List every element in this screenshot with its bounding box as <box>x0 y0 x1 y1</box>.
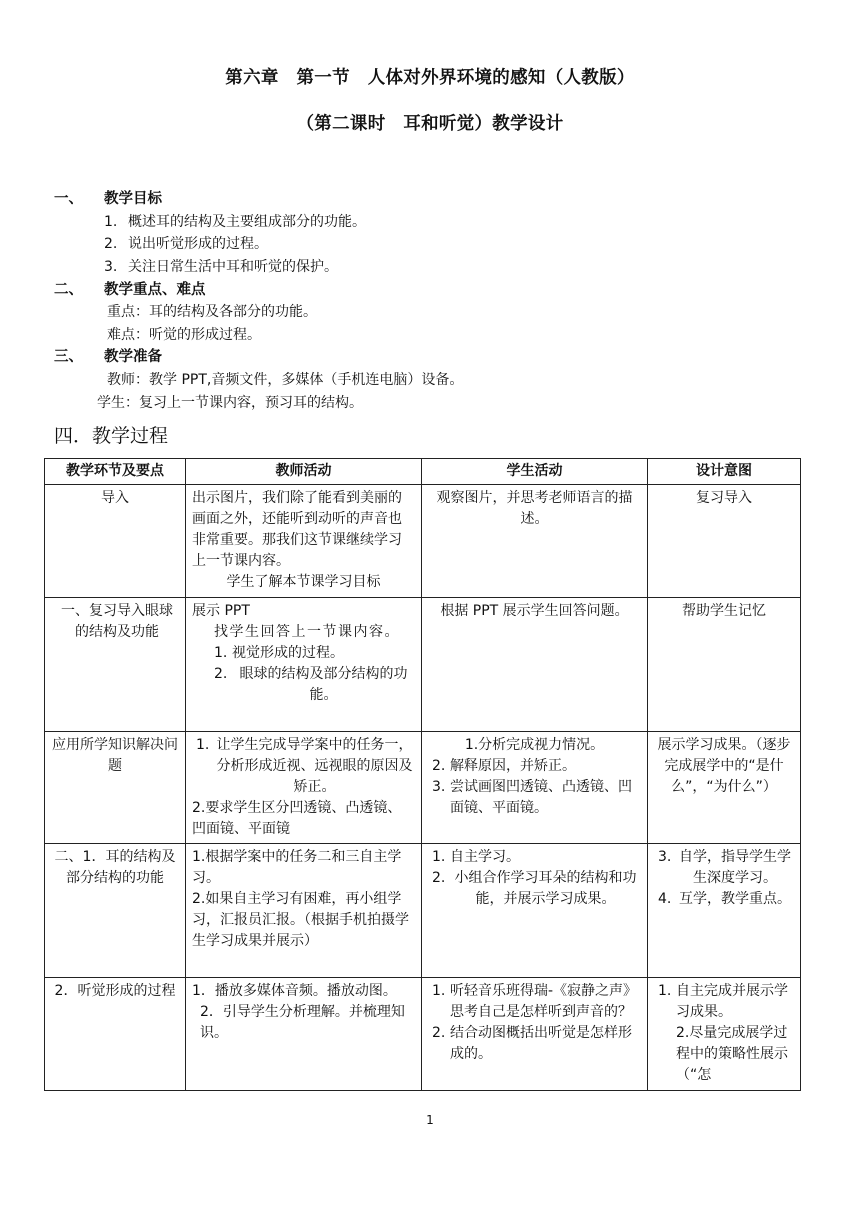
teacher-cell <box>186 844 422 978</box>
list-number: 2. <box>214 666 228 682</box>
list-number: 2. <box>104 236 118 252</box>
list-text: 结合动图概括出听觉是怎样形成的。 <box>450 1025 632 1062</box>
section-heading: 教学目标 <box>104 191 162 207</box>
stage-cell: 应用所学知识解决问题 <box>45 732 186 844</box>
list-text: 让学生完成导学案中的任务一，分析形成近视、远视眼的原因及矫正。 <box>216 737 413 795</box>
list-item <box>210 643 415 664</box>
list-text: 解释原因，并矫正。 <box>450 758 576 774</box>
objective-item <box>104 211 366 233</box>
teacher-text: 找学生回答上一节课内容。 <box>214 624 400 640</box>
intent-cell <box>648 844 801 978</box>
teacher-text: 学生了解本节课学习目标 <box>226 574 381 590</box>
list-number: 2. <box>432 1025 446 1041</box>
student-cell: 观察图片，并思考老师语言的描述。 <box>422 485 648 598</box>
list-text: 眼球的结构及部分结构的功能。 <box>239 666 408 703</box>
objective-item <box>104 256 338 278</box>
section-number: 三、 <box>54 349 83 365</box>
list-text: 视觉形成的过程。 <box>232 645 344 661</box>
stage-cell: 二、1．耳的结构及部分结构的功能 <box>45 844 186 978</box>
table-row <box>45 732 801 844</box>
page-number: 1 <box>426 1113 434 1127</box>
doc-title-line2: （第二课时 耳和听觉）教学设计 <box>296 114 564 134</box>
intent-cell: 帮助学生记忆 <box>648 598 801 732</box>
list-text: 说出听觉形成的过程。 <box>128 236 268 252</box>
list-number: 3. <box>658 849 672 865</box>
column-header-intent: 设计意图 <box>648 459 801 485</box>
stage-cell: 导入 <box>45 485 186 598</box>
key-point-line: 重点：耳的结构及各部分的功能。 <box>107 304 317 320</box>
teacher-text: 1.根据学案中的任务二和三自主学习。 <box>192 849 402 886</box>
list-item <box>654 981 794 1023</box>
list-number: 1. <box>432 983 446 999</box>
student-cell: 根据 PPT 展示学生回答问题。 <box>422 598 648 732</box>
list-item <box>428 868 641 910</box>
objective-item <box>104 233 268 255</box>
list-text: 自学，指导学生学生深度学习。 <box>679 849 791 886</box>
teacher-text: 2.如果自主学习有困难，再小组学习，汇报员汇报。（根据手机拍摄学生学习成果并展示） <box>192 891 409 949</box>
section-key-points <box>54 279 206 301</box>
list-item <box>192 735 415 798</box>
teacher-text: 2.要求学生区分凹透镜、凸透镜、凹面镜、平面镜 <box>192 800 402 837</box>
list-item <box>428 777 641 819</box>
list-text: 关注日常生活中耳和听觉的保护。 <box>128 259 338 275</box>
list-text: 概述耳的结构及主要组成部分的功能。 <box>128 214 366 230</box>
intent-list <box>654 847 794 910</box>
table-row <box>45 978 801 1091</box>
section-number: 二、 <box>54 282 83 298</box>
teacher-cell <box>186 485 422 598</box>
teacher-list <box>192 643 415 706</box>
teacher-text: 1．播放多媒体音频。播放动图。 <box>192 983 397 999</box>
list-item <box>654 889 794 910</box>
process-table <box>44 458 801 1091</box>
column-header-stage: 教学环节及要点 <box>45 459 186 485</box>
list-number: 2. <box>432 758 446 774</box>
list-item <box>654 847 794 889</box>
stage-cell: 一、复习导入眼球的结构及功能 <box>45 598 186 732</box>
list-number: 2. <box>432 870 446 886</box>
teacher-list <box>192 735 415 798</box>
table-header-row <box>45 459 801 485</box>
doc-title-line1: 第六章 第一节 人体对外界环境的感知（人教版） <box>225 68 635 88</box>
list-text: 自主完成并展示学习成果。 <box>676 983 788 1020</box>
section-preparation <box>54 346 162 368</box>
difficulty-line: 难点：听觉的形成过程。 <box>107 327 261 343</box>
student-list <box>428 981 641 1065</box>
list-item <box>428 756 641 777</box>
list-text: 自主学习。 <box>450 849 520 865</box>
list-text: 听轻音乐班得瑞-《寂静之声》思考自己是怎样听到声音的？ <box>450 983 638 1020</box>
student-cell <box>422 978 648 1091</box>
table-row <box>45 485 801 598</box>
student-cell <box>422 844 648 978</box>
teacher-text: 出示图片，我们除了能看到美丽的画面之外，还能听到动听的声音也非常重要。那我们这节课继续学习上一节课内容。 <box>192 490 402 569</box>
student-list <box>428 847 641 910</box>
list-text: 互学，教学重点。 <box>679 891 791 907</box>
list-number: 1. <box>196 737 210 753</box>
student-cell <box>422 732 648 844</box>
list-text: 尝试画图凹透镜、凸透镜、凹面镜、平面镜。 <box>450 779 632 816</box>
list-item <box>428 847 641 868</box>
teacher-cell <box>186 732 422 844</box>
column-header-teacher: 教师活动 <box>186 459 422 485</box>
student-text: 1.分析完成视力情况。 <box>464 737 605 753</box>
teacher-prep-line: 教师：教学 PPT,音频文件，多媒体（手机连电脑）设备。 <box>107 372 464 388</box>
teacher-text: 展示 PPT <box>192 603 250 619</box>
list-number: 3. <box>104 259 118 275</box>
table-row <box>45 844 801 978</box>
teacher-cell <box>186 598 422 732</box>
list-text: 小组合作学习耳朵的结构和功能，并展示学习成果。 <box>454 870 637 907</box>
intent-cell: 复习导入 <box>648 485 801 598</box>
list-number: 1. <box>658 983 672 999</box>
column-header-student: 学生活动 <box>422 459 648 485</box>
table-row <box>45 598 801 732</box>
list-number: 1. <box>214 645 228 661</box>
list-number: 3. <box>432 779 446 795</box>
list-item <box>428 981 641 1023</box>
intent-text: 2.尽量完成展学过程中的策略性展示（“怎 <box>676 1025 788 1083</box>
intent-list <box>654 981 794 1023</box>
list-item <box>210 664 415 706</box>
student-prep-line: 学生：复习上一节课内容，预习耳的结构。 <box>97 395 363 411</box>
student-list <box>428 756 641 819</box>
section-heading: 教学准备 <box>104 349 162 365</box>
section-objectives <box>54 188 162 210</box>
teacher-cell <box>186 978 422 1091</box>
teacher-text: 2．引导学生分析理解。并梳理知识。 <box>200 1004 405 1041</box>
list-number: 1. <box>432 849 446 865</box>
process-heading: 四．教学过程 <box>54 425 169 447</box>
section-number: 一、 <box>54 191 83 207</box>
list-number: 4. <box>658 891 672 907</box>
list-number: 1. <box>104 214 118 230</box>
list-item <box>428 1023 641 1065</box>
stage-cell: 2．听觉形成的过程 <box>45 978 186 1091</box>
intent-cell: 展示学习成果。（逐步完成展学中的“是什么”，“为什么”） <box>648 732 801 844</box>
section-heading: 教学重点、难点 <box>104 282 206 298</box>
intent-cell <box>648 978 801 1091</box>
